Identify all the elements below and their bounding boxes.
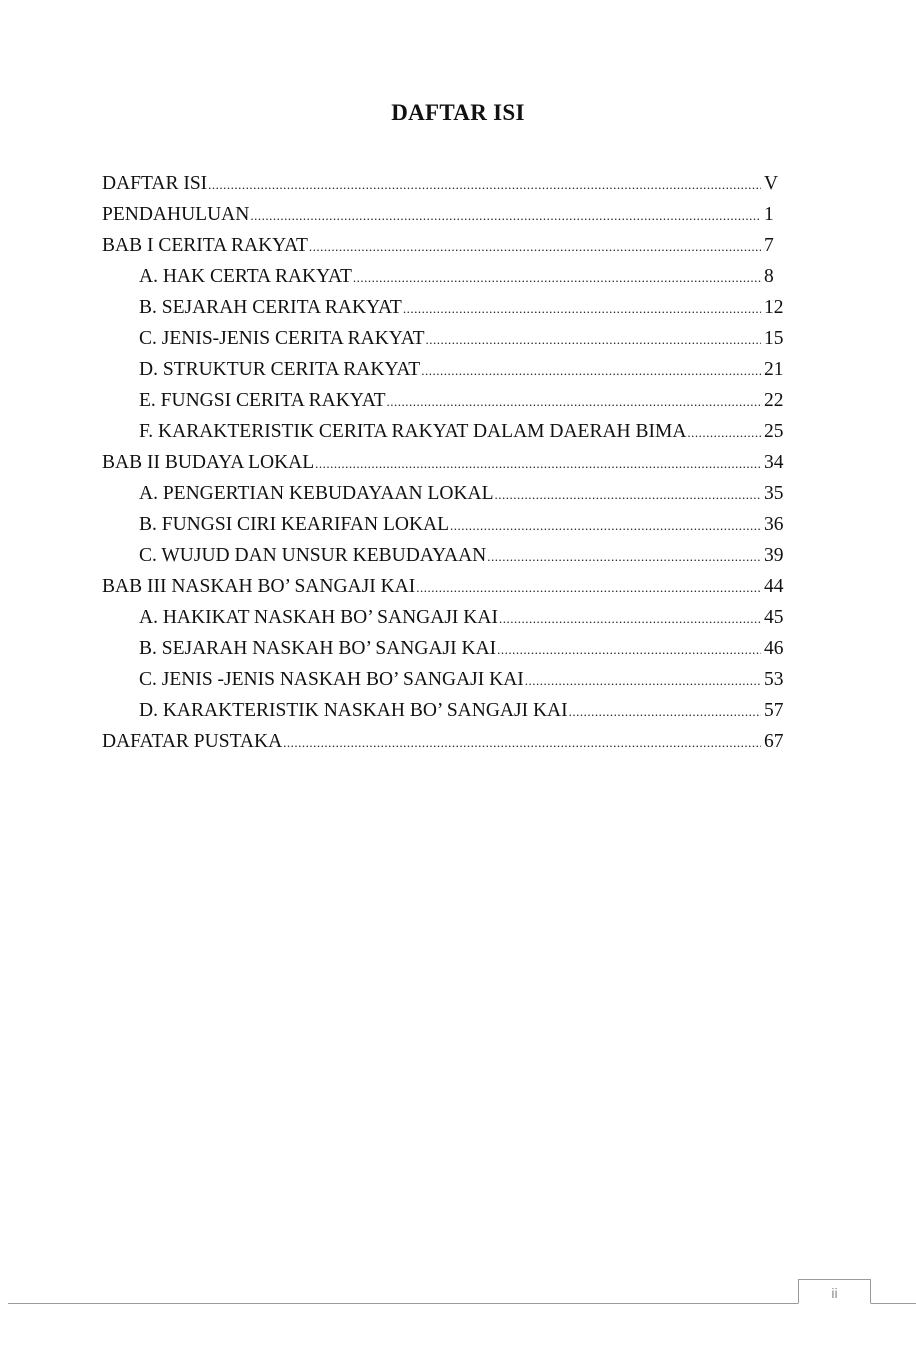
toc-dot-leader	[450, 510, 761, 541]
toc-entry[interactable]	[102, 416, 790, 447]
toc-entry[interactable]	[102, 199, 790, 230]
toc-entry-page-number: 22	[764, 390, 784, 411]
footer-rule	[8, 1303, 916, 1304]
toc-entry-page-number: V	[764, 173, 779, 194]
toc-entry-page-number: 8	[764, 266, 774, 287]
toc-entry-label: F. KARAKTERISTIK CERITA RAKYAT DALAM DAERAH BIMA	[139, 421, 687, 442]
toc-dot-leader	[569, 696, 761, 727]
toc-entry-label: C. WUJUD DAN UNSUR KEBUDAYAAN	[139, 545, 487, 566]
toc-entry-page-number: 57	[764, 700, 784, 721]
toc-entry[interactable]	[102, 447, 790, 478]
toc-entry-label: PENDAHULUAN	[102, 204, 250, 225]
toc-entry-page-number: 15	[764, 328, 784, 349]
toc-entry-page-number: 67	[764, 731, 784, 752]
toc-dot-leader	[421, 355, 761, 386]
toc-entry-page-number: 7	[764, 235, 774, 256]
toc-entry-label: B. FUNGSI CIRI KEARIFAN LOKAL	[139, 514, 450, 535]
toc-dot-leader	[353, 262, 761, 293]
toc-entry-label: BAB I CERITA RAKYAT	[102, 235, 308, 256]
toc-entry[interactable]	[102, 385, 790, 416]
toc-entry-page-number: 46	[764, 638, 784, 659]
toc-entry[interactable]	[102, 354, 790, 385]
toc-entry[interactable]	[102, 292, 790, 323]
toc-entry[interactable]	[102, 633, 790, 664]
toc-entry[interactable]	[102, 571, 790, 602]
table-of-contents	[102, 168, 790, 757]
toc-dot-leader	[309, 231, 761, 262]
toc-dot-leader	[525, 665, 761, 696]
toc-entry-label: DAFATAR PUSTAKA	[102, 731, 283, 752]
toc-dot-leader	[495, 479, 761, 510]
toc-entry[interactable]	[102, 695, 790, 726]
toc-entry-page-number: 39	[764, 545, 784, 566]
toc-entry-label: DAFTAR ISI	[102, 173, 208, 194]
toc-dot-leader	[416, 572, 761, 603]
toc-entry-label: C. JENIS -JENIS NASKAH BO’ SANGAJI KAI	[139, 669, 524, 690]
toc-entry-page-number: 25	[764, 421, 784, 442]
toc-dot-leader	[315, 448, 761, 479]
toc-entry-label: D. STRUKTUR CERITA RAKYAT	[139, 359, 421, 380]
toc-entry-label: C. JENIS-JENIS CERITA RAKYAT	[139, 328, 425, 349]
toc-entry-page-number: 34	[764, 452, 784, 473]
toc-entry-label: A. HAKIKAT NASKAH BO’ SANGAJI KAI	[139, 607, 498, 628]
toc-dot-leader	[283, 727, 761, 758]
toc-entry[interactable]	[102, 168, 790, 199]
toc-entry-page-number: 21	[764, 359, 784, 380]
toc-dot-leader	[250, 200, 761, 231]
toc-entry-label: BAB III NASKAH BO’ SANGAJI KAI	[102, 576, 416, 597]
toc-entry-label: A. HAK CERTA RAKYAT	[139, 266, 352, 287]
footer-page-number: ii	[831, 1285, 838, 1301]
toc-entry[interactable]	[102, 261, 790, 292]
toc-dot-leader	[387, 386, 761, 417]
toc-entry-page-number: 35	[764, 483, 784, 504]
toc-entry[interactable]	[102, 323, 790, 354]
toc-dot-leader	[687, 417, 761, 448]
toc-entry-label: B. SEJARAH NASKAH BO’ SANGAJI KAI	[139, 638, 497, 659]
toc-dot-leader	[403, 293, 761, 324]
toc-dot-leader	[426, 324, 761, 355]
toc-entry-label: A. PENGERTIAN KEBUDAYAAN LOKAL	[139, 483, 494, 504]
toc-dot-leader	[497, 634, 761, 665]
toc-entry[interactable]	[102, 726, 790, 757]
toc-entry-label: D. KARAKTERISTIK NASKAH BO’ SANGAJI KAI	[139, 700, 568, 721]
toc-entry-page-number: 12	[764, 297, 784, 318]
toc-dot-leader	[487, 541, 761, 572]
toc-entry-label: B. SEJARAH CERITA RAKYAT	[139, 297, 402, 318]
toc-entry[interactable]	[102, 478, 790, 509]
toc-entry[interactable]	[102, 230, 790, 261]
toc-entry-page-number: 53	[764, 669, 784, 690]
toc-dot-leader	[499, 603, 761, 634]
toc-entry-label: BAB II BUDAYA LOKAL	[102, 452, 315, 473]
toc-dot-leader	[208, 169, 761, 200]
toc-entry[interactable]	[102, 540, 790, 571]
toc-entry-page-number: 44	[764, 576, 784, 597]
footer-page-number-tab	[798, 1279, 871, 1304]
toc-entry-page-number: 45	[764, 607, 784, 628]
toc-entry-label: E. FUNGSI CERITA RAKYAT	[139, 390, 386, 411]
toc-entry-page-number: 1	[764, 204, 774, 225]
toc-entry[interactable]	[102, 664, 790, 695]
page-title: DAFTAR ISI	[391, 100, 525, 125]
toc-entry[interactable]	[102, 509, 790, 540]
toc-entry[interactable]	[102, 602, 790, 633]
toc-entry-page-number: 36	[764, 514, 784, 535]
